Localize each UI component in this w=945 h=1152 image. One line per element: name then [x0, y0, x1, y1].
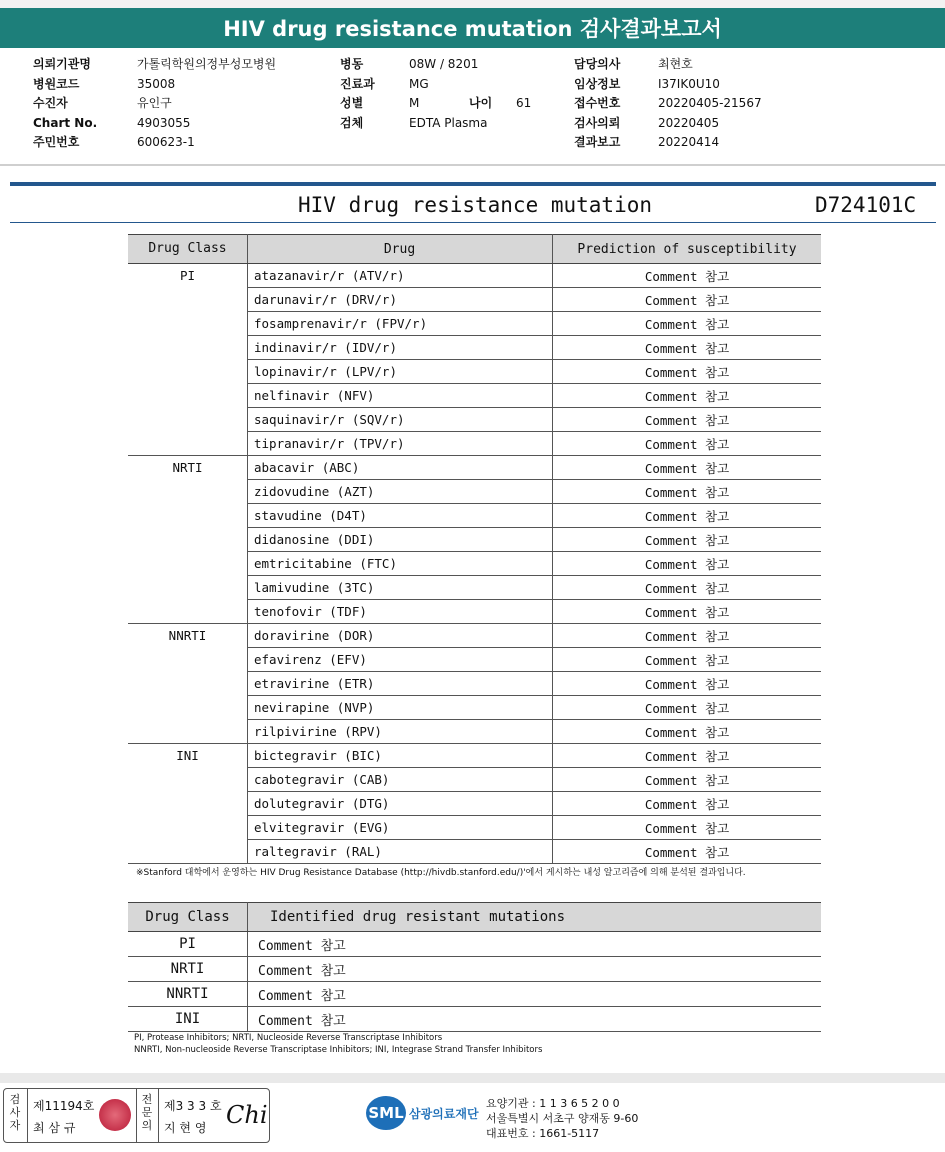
signature: Chi [226, 1101, 268, 1129]
info-label: 진료과 [340, 76, 375, 91]
drug-cell: cabotegravir (CAB) [248, 768, 553, 792]
susceptibility-cell: Comment 참고 [553, 432, 822, 456]
info-row [340, 75, 531, 95]
susceptibility-cell: Comment 참고 [553, 264, 822, 288]
info-value: MG [409, 76, 429, 91]
mutation-cell: Comment 참고 [248, 982, 822, 1007]
susceptibility-cell: Comment 참고 [553, 312, 822, 336]
drug-cell: indinavir/r (IDV/r) [248, 336, 553, 360]
table-row [128, 957, 821, 982]
susceptibility-cell: Comment 참고 [553, 648, 822, 672]
seal-stamp [99, 1099, 131, 1131]
mutation-cell: Comment 참고 [248, 1007, 822, 1032]
drug-cell: emtricitabine (FTC) [248, 552, 553, 576]
susceptibility-cell: Comment 참고 [553, 552, 822, 576]
susceptibility-cell: Comment 참고 [553, 624, 822, 648]
info-row [574, 114, 762, 134]
drug-cell: doravirine (DOR) [248, 624, 553, 648]
table-row [128, 932, 821, 957]
susceptibility-table [128, 234, 821, 864]
report-code: D724101C [815, 193, 917, 217]
susceptibility-cell: Comment 참고 [553, 816, 822, 840]
info-label: 임상정보 [574, 76, 621, 91]
report-top-rule [10, 182, 936, 186]
drug-cell: dolutegravir (DTG) [248, 792, 553, 816]
info-label: Chart No. [33, 115, 98, 130]
info-row [340, 114, 531, 134]
column-header: Identified drug resistant mutations [248, 903, 822, 932]
info-value: 최현호 [658, 57, 693, 71]
drug-class-cell: PI [128, 932, 248, 957]
report-title: HIV drug resistance mutation [298, 193, 653, 217]
info-label: 검사의뢰 [574, 115, 621, 130]
lab-logo [366, 1096, 479, 1130]
susceptibility-cell: Comment 참고 [553, 456, 822, 480]
top-rule [0, 0, 945, 8]
susceptibility-cell: Comment 참고 [553, 504, 822, 528]
info-label: 병원코드 [33, 76, 80, 91]
info-value: 20220414 [658, 135, 720, 149]
susceptibility-cell: Comment 참고 [553, 336, 822, 360]
divider [0, 164, 945, 166]
info-row [33, 133, 276, 153]
drug-cell: abacavir (ABC) [248, 456, 553, 480]
table-row [128, 1007, 821, 1032]
info-label: 수진자 [33, 96, 68, 110]
susceptibility-cell: Comment 참고 [553, 360, 822, 384]
lab-code: 요양기관 : 1 1 3 6 5 2 0 0 [486, 1097, 620, 1110]
drug-cell: fosamprenavir/r (FPV/r) [248, 312, 553, 336]
report-bottom-rule [10, 222, 936, 223]
susceptibility-cell: Comment 참고 [553, 672, 822, 696]
susceptibility-cell: Comment 참고 [553, 408, 822, 432]
stanford-note: ※Stanford 대학에서 운영하는 HIV Drug Resistance Database (http://hivdb.stanford.edu/)'에서 게시하는 내성 알고리즘에 의해 분석된 결과입니다. [136, 868, 746, 878]
info-label: 병동 [340, 57, 364, 71]
info-value: EDTA Plasma [409, 115, 488, 130]
info-value: 35008 [137, 76, 176, 91]
drug-class-cell: PI [128, 264, 248, 456]
column-header: Prediction of susceptibility [553, 235, 822, 264]
lab-name: 삼광의료재단 [409, 1106, 479, 1121]
doctor-license-no: 제3 3 3 호 [164, 1099, 222, 1113]
susceptibility-cell: Comment 참고 [553, 528, 822, 552]
info-label: 성별 [340, 96, 364, 110]
info-label: 검체 [340, 115, 364, 130]
doctor-name: 지 현 영 [164, 1121, 207, 1135]
report-title-bar [0, 8, 945, 48]
info-value: M [409, 96, 420, 110]
info-value: I37IK0U10 [658, 76, 720, 91]
susceptibility-cell: Comment 참고 [553, 288, 822, 312]
legend-line: PI, Protease Inhibitors; NRTI, Nucleoside Reverse Transcriptase Inhibitors [134, 1033, 443, 1043]
drug-cell: stavudine (D4T) [248, 504, 553, 528]
tester-license-no: 제11194호 [33, 1099, 95, 1113]
susceptibility-cell: Comment 참고 [553, 744, 822, 768]
info-label: 결과보고 [574, 135, 621, 149]
drug-cell: raltegravir (RAL) [248, 840, 553, 864]
patient-info-col3 [574, 55, 762, 153]
page-title: HIV drug resistance mutation 검사결과보고서 [223, 17, 722, 41]
drug-cell: elvitegravir (EVG) [248, 816, 553, 840]
drug-cell: atazanavir/r (ATV/r) [248, 264, 553, 288]
column-header: Drug Class [128, 235, 248, 264]
drug-cell: tipranavir/r (TPV/r) [248, 432, 553, 456]
drug-cell: lamivudine (3TC) [248, 576, 553, 600]
info-row [340, 94, 531, 114]
susceptibility-cell: Comment 참고 [553, 840, 822, 864]
patient-info-col1 [33, 55, 276, 153]
mutation-cell: Comment 참고 [248, 957, 822, 982]
info-label: 담당의사 [574, 57, 621, 71]
info-value: 20220405 [658, 115, 720, 130]
tester-name: 최 삼 규 [33, 1121, 76, 1135]
info-row [340, 55, 531, 75]
patient-info-col2 [340, 55, 531, 133]
age-label: 나이 [469, 96, 493, 110]
table-row [128, 982, 821, 1007]
drug-cell: bictegravir (BIC) [248, 744, 553, 768]
footer-band [0, 1073, 945, 1083]
susceptibility-cell: Comment 참고 [553, 600, 822, 624]
drug-cell: tenofovir (TDF) [248, 600, 553, 624]
info-row [574, 75, 762, 95]
table-row [128, 264, 821, 288]
lab-address [486, 1096, 638, 1141]
drug-class-cell: NRTI [128, 957, 248, 982]
info-value: 20220405-21567 [658, 96, 762, 110]
drug-cell: zidovudine (AZT) [248, 480, 553, 504]
drug-cell: nevirapine (NVP) [248, 696, 553, 720]
susceptibility-cell: Comment 참고 [553, 768, 822, 792]
sml-badge: SML [366, 1096, 406, 1130]
drug-class-cell: NNRTI [128, 624, 248, 744]
susceptibility-cell: Comment 참고 [553, 480, 822, 504]
info-value: 유인구 [137, 96, 172, 110]
info-row [33, 55, 276, 75]
info-value: 08W / 8201 [409, 57, 479, 71]
legend-line: NNRTI, Non-nucleoside Reverse Transcriptase Inhibitors; INI, Integrase Strand Transfer Inhibitors [134, 1045, 543, 1055]
info-value: 600623-1 [137, 135, 195, 149]
drug-class-cell: INI [128, 1007, 248, 1032]
drug-class-cell: NNRTI [128, 982, 248, 1007]
info-label: 접수번호 [574, 96, 621, 110]
drug-class-cell: NRTI [128, 456, 248, 624]
susceptibility-cell: Comment 참고 [553, 720, 822, 744]
drug-cell: saquinavir/r (SQV/r) [248, 408, 553, 432]
lab-phone: 대표번호 : 1661-5117 [486, 1127, 600, 1140]
table-header-row [128, 903, 821, 932]
susceptibility-cell: Comment 참고 [553, 696, 822, 720]
info-value: 가톨릭학원의정부성모병원 [137, 57, 277, 71]
info-row [33, 114, 276, 134]
drug-cell: rilpivirine (RPV) [248, 720, 553, 744]
info-row [574, 55, 762, 75]
info-value: 4903055 [137, 115, 191, 130]
susceptibility-cell: Comment 참고 [553, 384, 822, 408]
age-value: 61 [516, 96, 532, 110]
column-header: Drug [248, 235, 553, 264]
info-label: 주민번호 [33, 135, 80, 149]
info-row [574, 133, 762, 153]
signature-box [3, 1088, 270, 1143]
drug-cell: etravirine (ETR) [248, 672, 553, 696]
abbreviation-legend [134, 1032, 542, 1056]
table-header-row [128, 235, 821, 264]
lab-street: 서울특별시 서초구 양재동 9-60 [486, 1112, 639, 1125]
info-row [33, 75, 276, 95]
table-row [128, 456, 821, 480]
tester-label: 검 사 자 [9, 1093, 21, 1132]
drug-cell: lopinavir/r (LPV/r) [248, 360, 553, 384]
drug-cell: didanosine (DDI) [248, 528, 553, 552]
susceptibility-cell: Comment 참고 [553, 576, 822, 600]
drug-cell: efavirenz (EFV) [248, 648, 553, 672]
doctor-label: 전 문 의 [141, 1093, 153, 1132]
mutations-table [128, 902, 821, 1032]
column-header: Drug Class [128, 903, 248, 932]
susceptibility-cell: Comment 참고 [553, 792, 822, 816]
drug-cell: darunavir/r (DRV/r) [248, 288, 553, 312]
mutation-cell: Comment 참고 [248, 932, 822, 957]
info-row [574, 94, 762, 114]
drug-cell: nelfinavir (NFV) [248, 384, 553, 408]
table-row [128, 744, 821, 768]
drug-class-cell: INI [128, 744, 248, 864]
info-label: 의뢰기관명 [33, 57, 91, 71]
table-row [128, 624, 821, 648]
info-row [33, 94, 276, 114]
